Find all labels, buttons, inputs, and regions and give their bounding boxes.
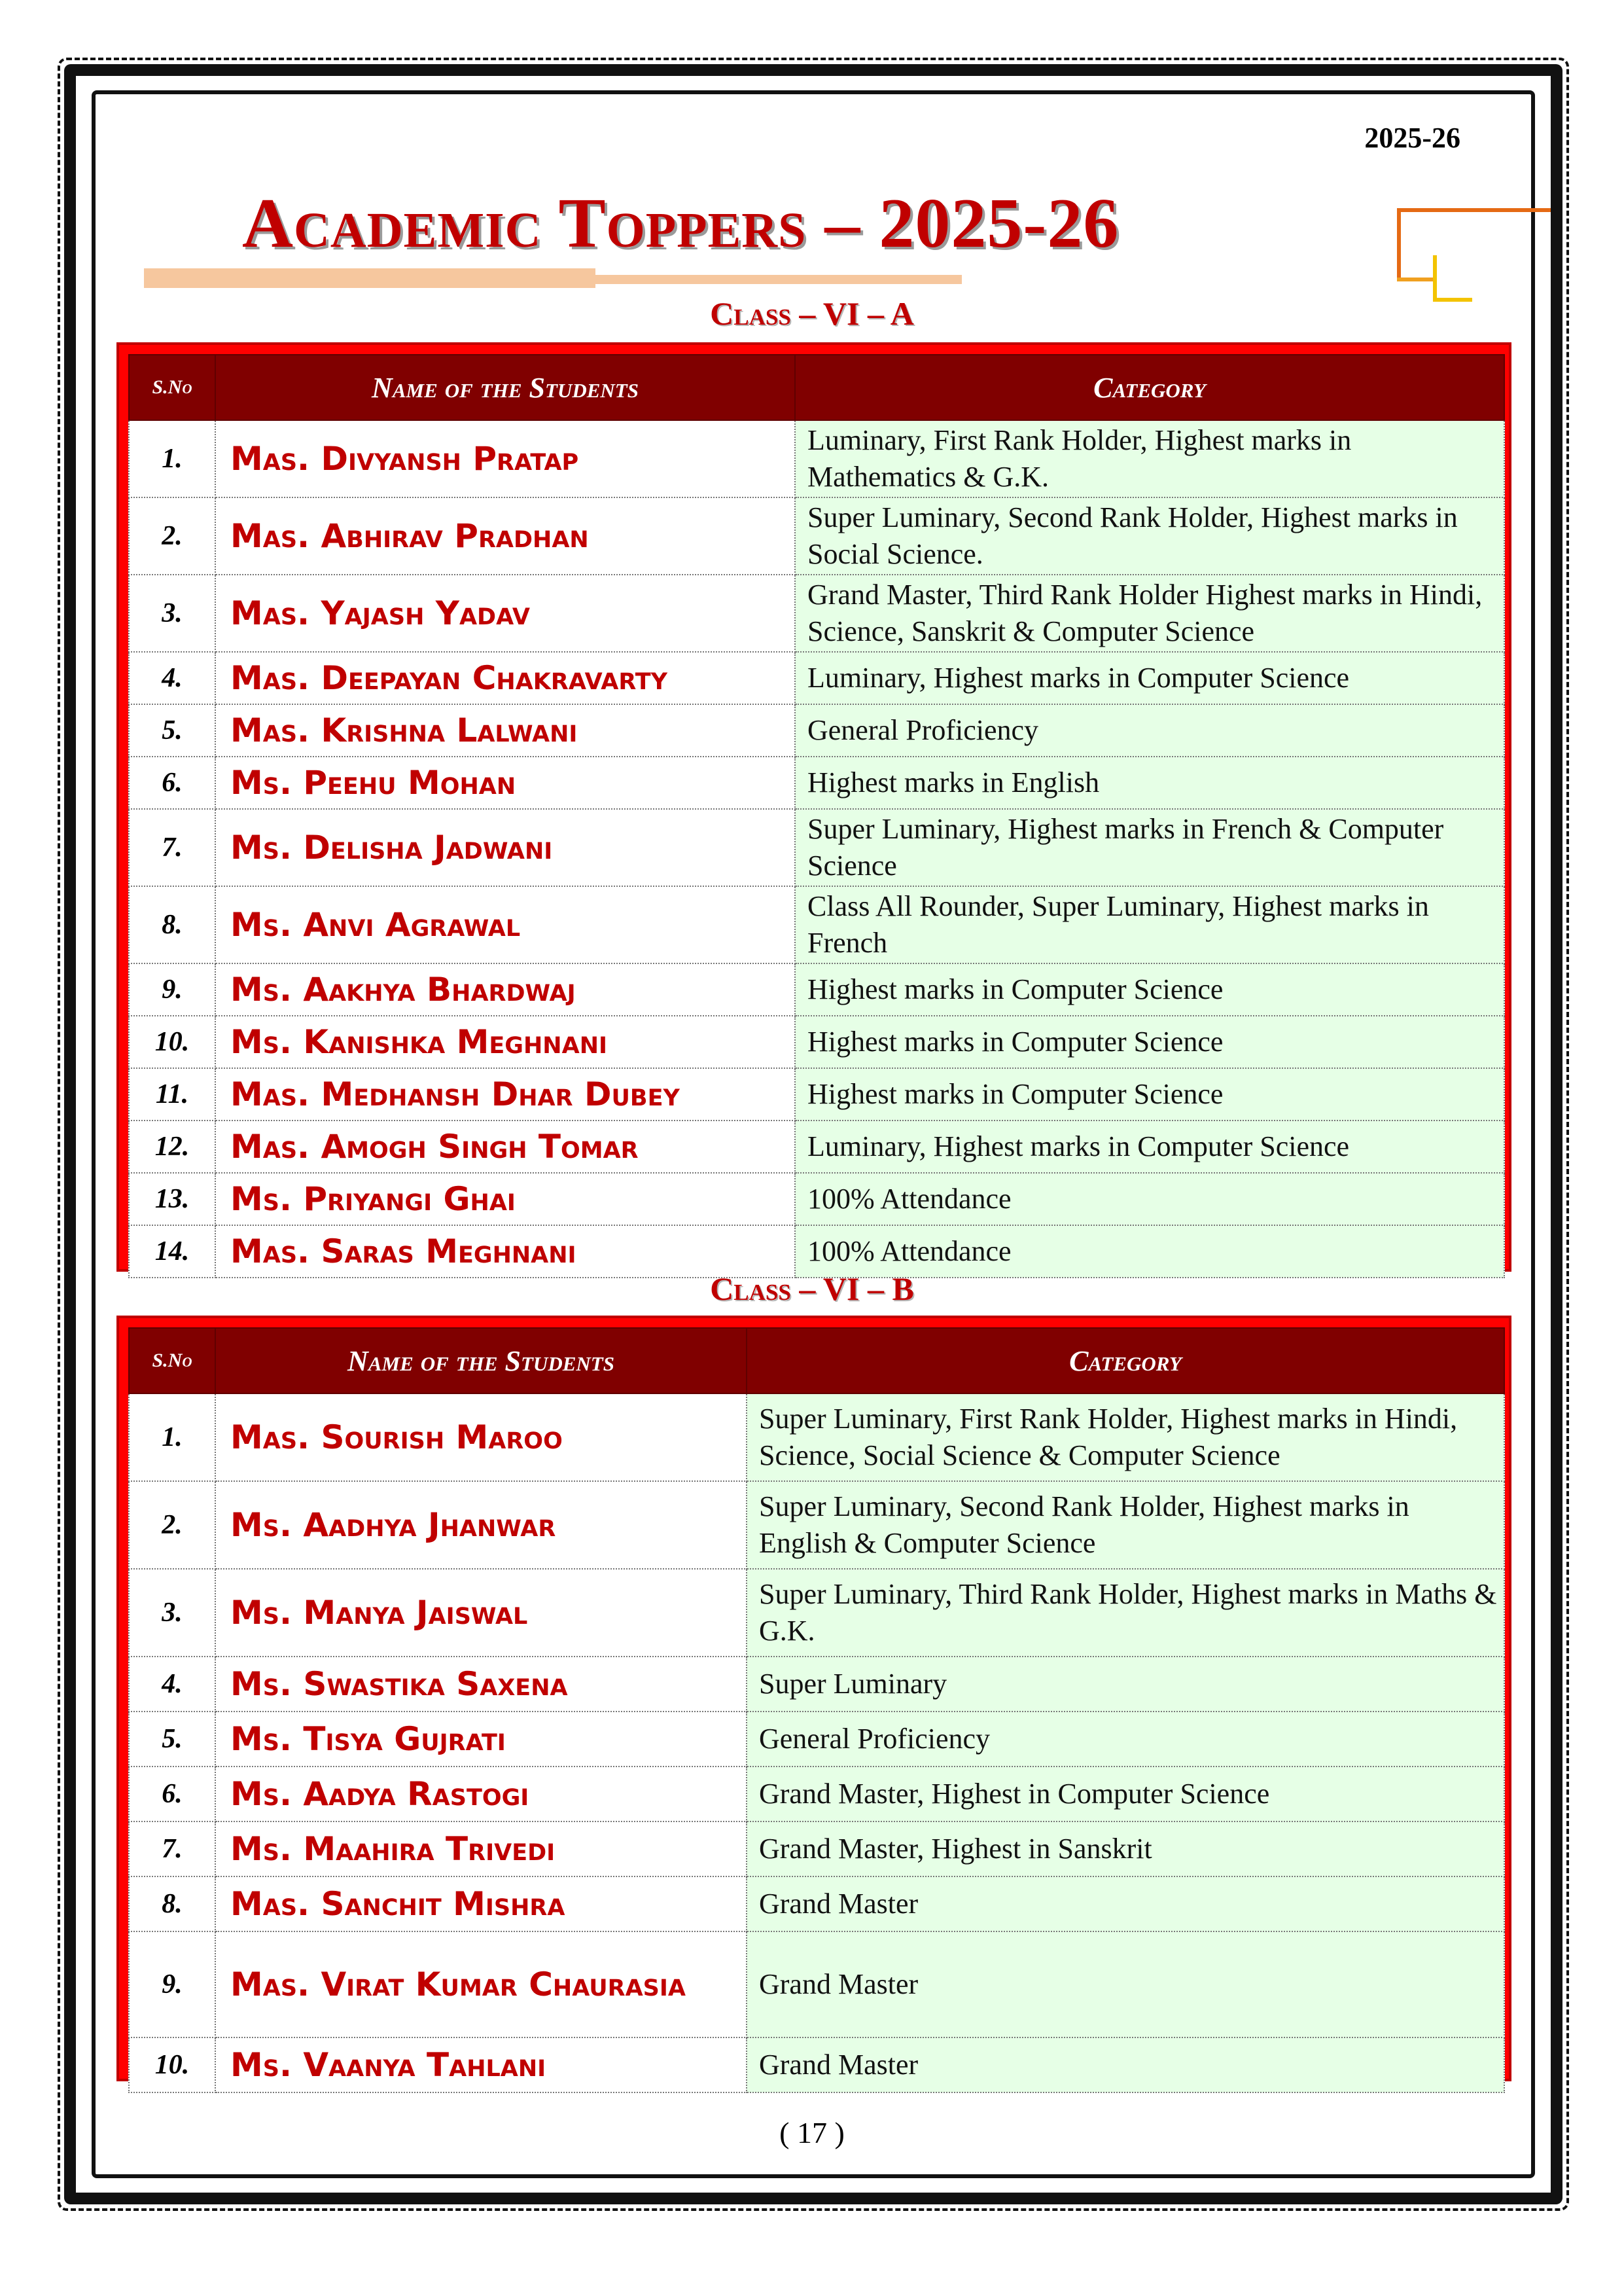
student-category: Luminary, Highest marks in Computer Science [795,652,1504,704]
row-sno: 8. [129,1876,215,1931]
table-row [129,809,1504,886]
student-category: General Proficiency [795,704,1504,757]
row-sno: 7. [129,1821,215,1876]
row-sno: 9. [129,963,215,1016]
student-name: Mas. Abhirav Pradhan [215,497,795,575]
header-sno: S.No [129,355,215,420]
row-sno: 5. [129,1712,215,1767]
student-name: Mas. Divyansh Pratap [215,420,795,497]
student-name: Mas. Saras Meghnani [215,1225,795,1278]
student-category: Grand Master [747,1876,1504,1931]
student-name: Mas. Virat Kumar Chaurasia [215,1931,747,2037]
class-heading-vi-a: Class – VI – A [710,295,914,332]
student-category: 100% Attendance [795,1225,1504,1278]
table-row [129,1173,1504,1225]
table-row [129,575,1504,652]
student-category: Grand Master, Highest in Computer Science [747,1767,1504,1821]
table-row [129,1657,1504,1712]
row-sno: 14. [129,1225,215,1278]
student-category: Grand Master [747,2037,1504,2092]
student-name: Ms. Anvi Agrawal [215,886,795,963]
student-name: Ms. Swastika Saxena [215,1657,747,1712]
row-sno: 1. [129,1393,215,1481]
table-row [129,497,1504,575]
row-sno: 3. [129,575,215,652]
student-name: Ms. Peehu Mohan [215,757,795,809]
row-sno: 4. [129,652,215,704]
row-sno: 12. [129,1121,215,1173]
student-category: Super Luminary, Third Rank Holder, Highest marks in Maths & G.K. [747,1569,1504,1657]
title-underline-thin [595,275,962,284]
table-row [129,886,1504,963]
title-underline [144,268,595,288]
row-sno: 3. [129,1569,215,1657]
student-category: Luminary, Highest marks in Computer Science [795,1121,1504,1173]
student-category: Grand Master [747,1931,1504,2037]
header-category: Category [747,1328,1504,1393]
student-name: Mas. Sourish Maroo [215,1393,747,1481]
student-name: Ms. Tisya Gujrati [215,1712,747,1767]
table-header-row [129,1328,1504,1393]
header-name: Name of the Students [215,355,795,420]
table-row [129,2037,1504,2092]
row-sno: 11. [129,1068,215,1121]
row-sno: 5. [129,704,215,757]
header-sno: S.No [129,1328,215,1393]
student-name: Ms. Vaanya Tahlani [215,2037,747,2092]
student-category: Grand Master, Highest in Sanskrit [747,1821,1504,1876]
student-name: Ms. Aakhya Bhardwaj [215,963,795,1016]
row-sno: 8. [129,886,215,963]
row-sno: 6. [129,1767,215,1821]
corner-decoration [1397,208,1551,212]
table-row [129,1712,1504,1767]
row-sno: 6. [129,757,215,809]
student-category: Highest marks in Computer Science [795,1068,1504,1121]
corner-decoration [1397,278,1436,281]
student-category: Super Luminary [747,1657,1504,1712]
row-sno: 13. [129,1173,215,1225]
student-name: Ms. Maahira Trivedi [215,1821,747,1876]
student-category: Super Luminary, Highest marks in French & Computer Science [795,809,1504,886]
row-sno: 7. [129,809,215,886]
student-category: General Proficiency [747,1712,1504,1767]
table-vi-b [116,1316,1511,2084]
student-name: Mas. Sanchit Mishra [215,1876,747,1931]
student-name: Mas. Amogh Singh Tomar [215,1121,795,1173]
table-header-row [129,355,1504,420]
class-heading-vi-b: Class – VI – B [710,1270,914,1307]
page-title: Academic Toppers – 2025-26 [242,185,1120,262]
student-name: Mas. Yajash Yadav [215,575,795,652]
page-number: ( 17 ) [779,2116,845,2149]
table-row [129,1121,1504,1173]
table-row [129,1016,1504,1068]
student-category: Super Luminary, First Rank Holder, Highest marks in Hindi, Science, Social Science & Computer Science [747,1393,1504,1481]
student-category: 100% Attendance [795,1173,1504,1225]
corner-decoration [1397,208,1401,280]
student-category: Luminary, First Rank Holder, Highest marks in Mathematics & G.K. [795,420,1504,497]
student-category: Highest marks in English [795,757,1504,809]
student-name: Ms. Priyangi Ghai [215,1173,795,1225]
student-category: Grand Master, Third Rank Holder Highest marks in Hindi, Science, Sanskrit & Computer Science [795,575,1504,652]
student-name: Ms. Aadhya Jhanwar [215,1481,747,1569]
table-row [129,1931,1504,2037]
student-name: Mas. Medhansh Dhar Dubey [215,1068,795,1121]
student-category: Highest marks in Computer Science [795,963,1504,1016]
row-sno: 10. [129,1016,215,1068]
table-row [129,1876,1504,1931]
student-category: Highest marks in Computer Science [795,1016,1504,1068]
row-sno: 9. [129,1931,215,2037]
header-category: Category [795,355,1504,420]
table-row [129,652,1504,704]
table-row [129,1481,1504,1569]
student-name: Ms. Aadya Rastogi [215,1767,747,1821]
row-sno: 2. [129,497,215,575]
table-row [129,1821,1504,1876]
table-row [129,757,1504,809]
row-sno: 1. [129,420,215,497]
row-sno: 2. [129,1481,215,1569]
student-name: Ms. Manya Jaiswal [215,1569,747,1657]
table-row [129,1767,1504,1821]
header-name: Name of the Students [215,1328,747,1393]
table-row [129,963,1504,1016]
student-name: Mas. Deepayan Chakravarty [215,652,795,704]
student-category: Super Luminary, Second Rank Holder, Highest marks in English & Computer Science [747,1481,1504,1569]
table-vi-a [116,342,1511,1272]
year-tag: 2025-26 [1364,122,1460,154]
row-sno: 10. [129,2037,215,2092]
row-sno: 4. [129,1657,215,1712]
table-row [129,1569,1504,1657]
table-row [129,704,1504,757]
student-category: Class All Rounder, Super Luminary, Highest marks in French [795,886,1504,963]
student-name: Mas. Krishna Lalwani [215,704,795,757]
student-category: Super Luminary, Second Rank Holder, Highest marks in Social Science. [795,497,1504,575]
student-name: Ms. Delisha Jadwani [215,809,795,886]
table-row [129,1393,1504,1481]
table-row [129,420,1504,497]
student-name: Ms. Kanishka Meghnani [215,1016,795,1068]
table-row [129,1068,1504,1121]
